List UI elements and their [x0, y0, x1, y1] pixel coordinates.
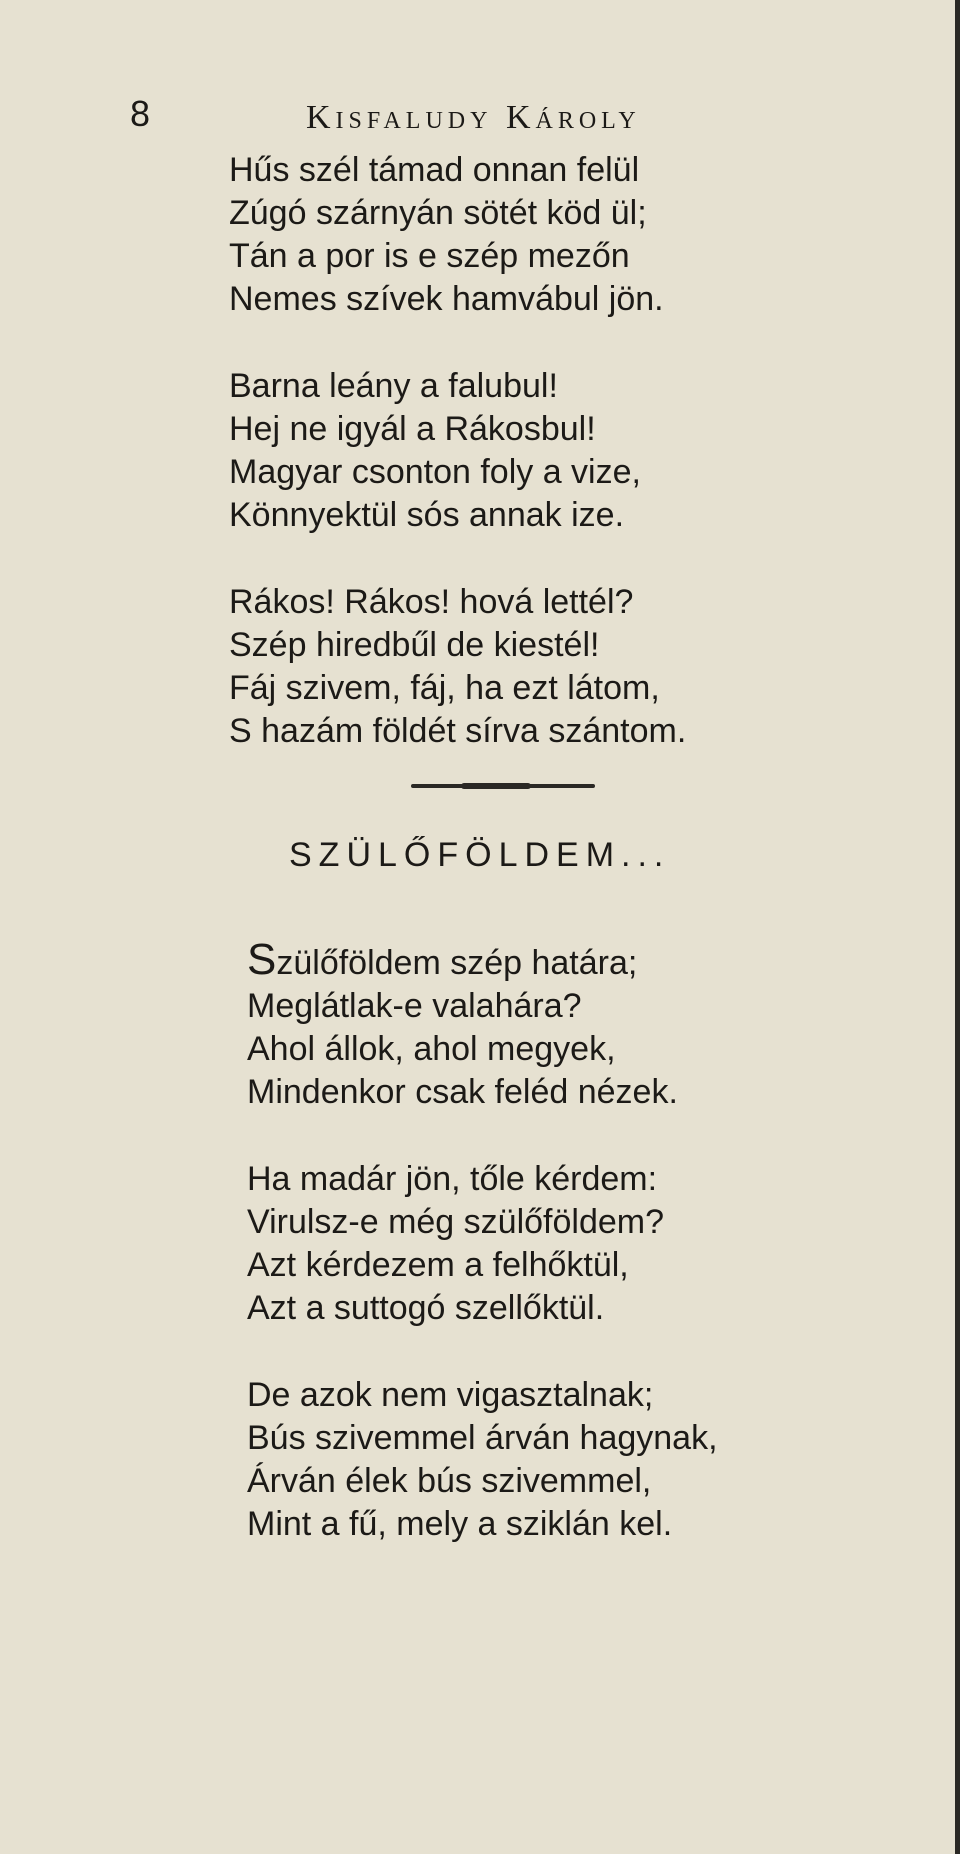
stanza — [247, 935, 718, 1114]
verse-line: Bús szivemmel árván hagynak, — [247, 1419, 718, 1457]
verse-line: Rákos! Rákos! hová lettél? — [229, 583, 634, 621]
verse-line: Mindenkor csak feléd nézek. — [247, 1073, 678, 1111]
verse-line-first — [247, 935, 718, 985]
verse-line: Tán a por is e szép mezőn — [229, 237, 630, 275]
verse-line: Azt kérdezem a felhőktül, — [247, 1246, 629, 1284]
running-head: Kisfaludy Károly — [306, 99, 641, 136]
verse-line: Ahol állok, ahol megyek, — [247, 1030, 616, 1068]
verse-line: Hej ne igyál a Rákosbul! — [229, 410, 596, 448]
verse-line: Virulsz-e még szülőföldem? — [247, 1203, 664, 1241]
verse-line: Fáj szivem, fáj, ha ezt látom, — [229, 669, 660, 707]
verse-line: Könnyektül sós annak ize. — [229, 496, 625, 534]
verse-line: De azok nem vigasztalnak; — [247, 1376, 654, 1414]
poem-title: SZÜLŐFÖLDEM... — [289, 836, 671, 874]
page-edge — [955, 0, 960, 1854]
stanza — [229, 581, 686, 753]
verse-line: Azt a suttogó szellőktül. — [247, 1289, 605, 1327]
stanza — [247, 1158, 718, 1330]
poem-szulofoldem — [247, 935, 718, 1590]
verse-line: S hazám földét sírva szántom. — [229, 712, 687, 750]
verse-line: Zúgó szárnyán sötét köd ül; — [229, 194, 647, 232]
verse-line: Nemes szívek hamvábul jön. — [229, 280, 664, 318]
stanza — [229, 365, 686, 537]
section-divider — [411, 784, 595, 788]
verse-line: Barna leány a falubul! — [229, 367, 558, 405]
stanza — [229, 149, 686, 321]
verse-line: Szép hiredbűl de kiestél! — [229, 626, 600, 664]
initial-letter: S — [247, 935, 277, 984]
page-number: 8 — [130, 93, 151, 134]
first-line-text: zülőföldem szép határa; — [276, 944, 638, 982]
stanza — [247, 1374, 718, 1546]
verse-line: Árván élek bús szivemmel, — [247, 1462, 652, 1500]
verse-line: Hűs szél támad onnan felül — [229, 151, 640, 189]
verse-line: Ha madár jön, tőle kérdem: — [247, 1160, 658, 1198]
verse-line: Magyar csonton foly a vize, — [229, 453, 641, 491]
poem-continuation — [229, 149, 686, 797]
verse-line: Meglátlak-e valahára? — [247, 987, 582, 1025]
verse-line: Mint a fű, mely a sziklán kel. — [247, 1505, 673, 1543]
